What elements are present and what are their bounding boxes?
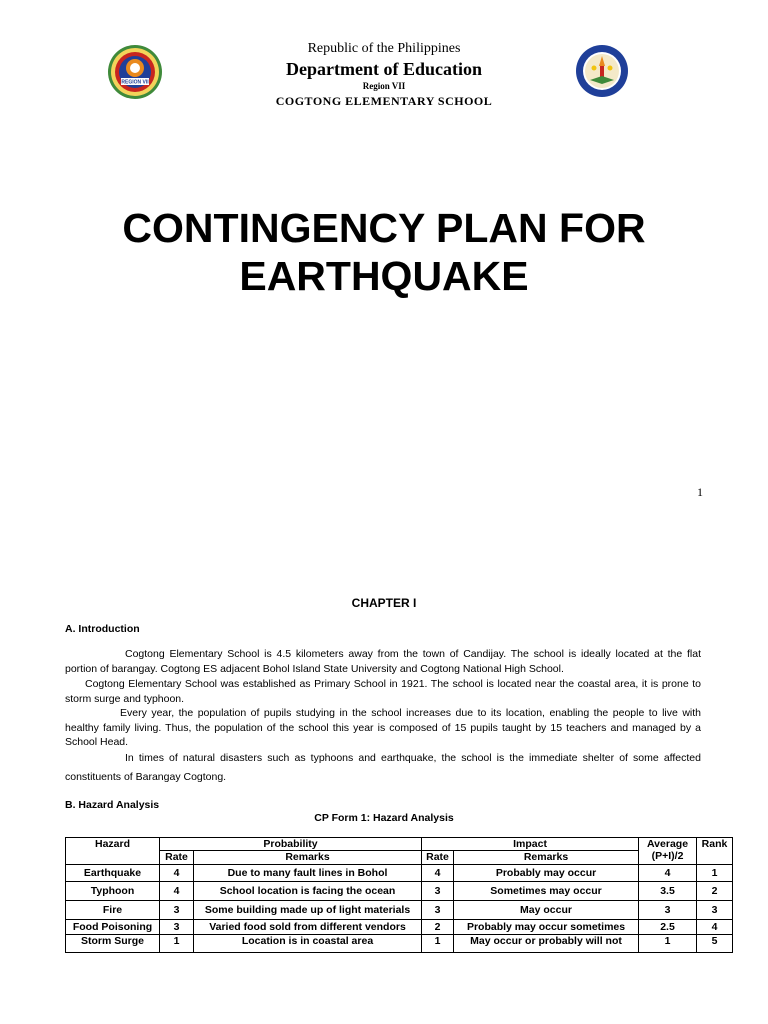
seal-lettering: REGION VII [121, 79, 149, 86]
cell-average: 3.5 [639, 882, 697, 901]
col-probability-remarks: Remarks [194, 851, 422, 865]
header-region: Region VII [362, 81, 406, 91]
header-school-name: COGTONG ELEMENTARY SCHOOL [275, 94, 493, 108]
title-line-2: EARTHQUAKE [239, 253, 529, 299]
cell-probability-rate: 3 [160, 901, 194, 920]
col-probability: Probability [160, 838, 422, 851]
cell-probability-remarks: Location is in coastal area [194, 935, 422, 953]
table-row [66, 882, 733, 901]
cell-hazard: Storm Surge [66, 935, 160, 953]
cell-impact-rate: 3 [422, 901, 454, 920]
introduction-heading: A. Introduction [65, 623, 140, 635]
intro-paragraph-4: In times of natural disasters such as typhoons and earthquake, the school is the immediate shelter of some affected constituents of Barangay Cogtong. [65, 752, 701, 783]
cell-impact-remarks: May occur or probably will not [454, 935, 639, 953]
cell-probability-remarks: School location is facing the ocean [194, 882, 422, 901]
col-average [639, 838, 697, 865]
table-row [66, 920, 733, 935]
cell-probability-rate: 4 [160, 882, 194, 901]
intro-paragraph-1: Cogtong Elementary School is 4.5 kilometers away from the town of Candijay. The school is ideally located at the flat portion of barangay. Cogtong ES adjacent Bohol Island State University and Cogtong National High School. [65, 648, 701, 675]
header-republic: Republic of the Philippines [307, 41, 461, 56]
cell-rank: 2 [697, 882, 733, 901]
cell-rank: 4 [697, 920, 733, 935]
col-average-line-1: Average [646, 838, 689, 850]
hazard-analysis-table [65, 837, 733, 953]
col-probability-rate: Rate [160, 851, 194, 865]
hazard-form-title: CP Form 1: Hazard Analysis [314, 812, 454, 824]
cell-impact-remarks: Probably may occur [454, 865, 639, 882]
table-row [66, 935, 733, 953]
col-impact: Impact [422, 838, 639, 851]
cell-average: 3 [639, 901, 697, 920]
col-impact-rate: Rate [422, 851, 454, 865]
cell-rank: 5 [697, 935, 733, 953]
cell-probability-rate: 3 [160, 920, 194, 935]
page-number: 1 [697, 485, 703, 499]
cell-impact-remarks: Probably may occur sometimes [454, 920, 639, 935]
cell-rank: 1 [697, 865, 733, 882]
cell-impact-rate: 3 [422, 882, 454, 901]
cell-average: 2.5 [639, 920, 697, 935]
col-impact-remarks: Remarks [454, 851, 639, 865]
cell-hazard: Food Poisoning [66, 920, 160, 935]
intro-paragraph-2: Cogtong Elementary School was established as Primary School in 1921. The school is located near the coastal area, it is prone to storm surge and typhoon. [65, 678, 701, 705]
cell-probability-remarks: Some building made up of light materials [194, 901, 422, 920]
title-line-1: CONTINGENCY PLAN FOR [122, 205, 646, 251]
table-row [66, 865, 733, 882]
cell-probability-remarks: Due to many fault lines in Bohol [194, 865, 422, 882]
document-title [0, 204, 768, 300]
cell-hazard: Earthquake [66, 865, 160, 882]
cell-probability-rate: 1 [160, 935, 194, 953]
hazard-analysis-heading: B. Hazard Analysis [65, 799, 160, 811]
header-department: Department of Education [286, 59, 482, 79]
table-row [66, 901, 733, 920]
cell-probability-rate: 4 [160, 865, 194, 882]
cell-hazard: Fire [66, 901, 160, 920]
col-hazard: Hazard [66, 838, 160, 865]
chapter-heading: CHAPTER I [351, 596, 417, 610]
cell-average: 4 [639, 865, 697, 882]
cell-probability-remarks: Varied food sold from different vendors [194, 920, 422, 935]
cell-impact-rate: 4 [422, 865, 454, 882]
cell-impact-rate: 2 [422, 920, 454, 935]
col-average-line-2: (P+I)/2 [651, 850, 684, 862]
cell-impact-remarks: Sometimes may occur [454, 882, 639, 901]
cell-hazard: Typhoon [66, 882, 160, 901]
intro-paragraph-3: Every year, the population of pupils studying in the school increases due to its location, enabling the people to live with healthy family living. Thus, the population of the school this year is composed of 15 pupils taught by 15 teachers and managed by a School Head. [65, 707, 701, 748]
cell-impact-remarks: May occur [454, 901, 639, 920]
cell-impact-rate: 1 [422, 935, 454, 953]
col-rank: Rank [697, 838, 733, 865]
cell-average: 1 [639, 935, 697, 953]
cell-rank: 3 [697, 901, 733, 920]
